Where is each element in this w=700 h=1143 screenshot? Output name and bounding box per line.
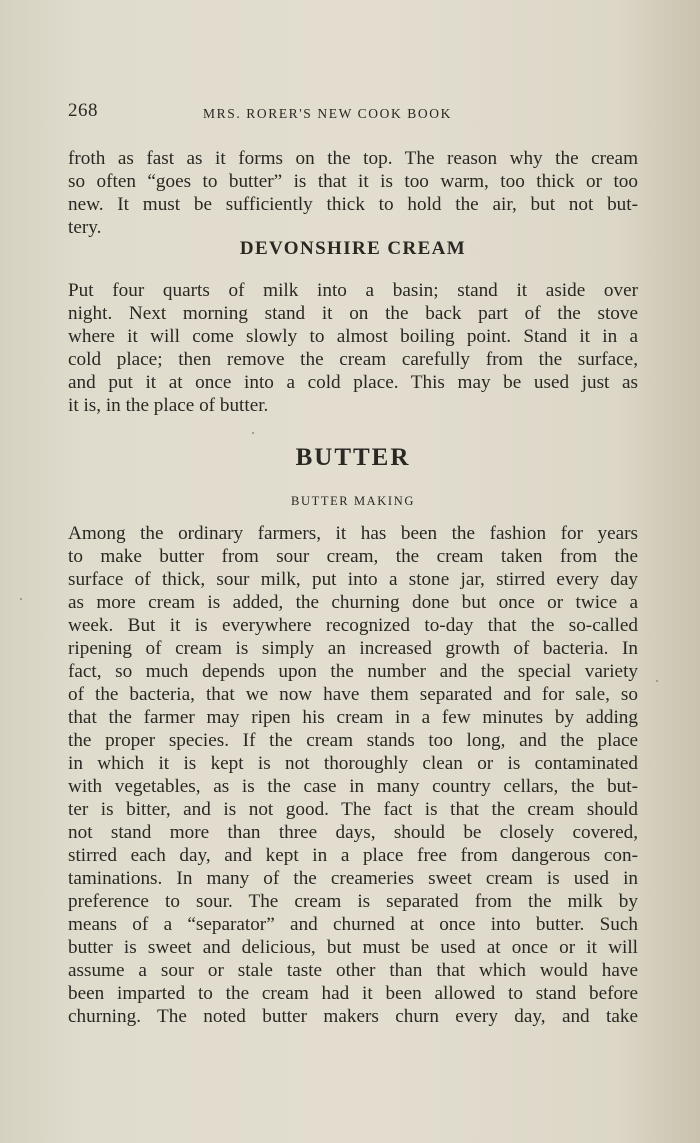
paper-speck bbox=[252, 432, 254, 434]
text-line: means of a “separator” and churned at once into butter. Such bbox=[68, 914, 638, 935]
text-line: to make butter from sour cream, the cream taken from the bbox=[68, 546, 638, 567]
text-line: in which it is kept is not thoroughly clean or is contaminated bbox=[68, 753, 638, 774]
text-line: cold place; then remove the cream carefully from the surface, bbox=[68, 349, 638, 370]
text-line: been imparted to the cream had it been allowed to stand before bbox=[68, 983, 638, 1004]
text-line: Put four quarts of milk into a basin; stand it aside over bbox=[68, 280, 638, 301]
text-line: that the farmer may ripen his cream in a few minutes by adding bbox=[68, 707, 638, 728]
page-number: 268 bbox=[68, 100, 98, 121]
text-line: stirred each day, and kept in a place free from dangerous con- bbox=[68, 845, 638, 866]
paper-speck bbox=[656, 680, 658, 682]
text-line: preference to sour. The cream is separated from the milk by bbox=[68, 891, 638, 912]
text-line: surface of thick, sour milk, put into a stone jar, stirred every day bbox=[68, 569, 638, 590]
text-line: it is, in the place of butter. bbox=[68, 395, 269, 416]
text-line: fact, so much depends upon the number and the special variety bbox=[68, 661, 638, 682]
text-line: taminations. In many of the creameries sweet cream is used in bbox=[68, 868, 638, 889]
text-line: Among the ordinary farmers, it has been the fashion for years bbox=[68, 523, 638, 544]
running-head bbox=[68, 100, 638, 126]
text-line: butter is sweet and delicious, but must be used at once or it will bbox=[68, 937, 638, 958]
text-line: the proper species. If the cream stands too long, and the place bbox=[68, 730, 638, 751]
text-line: where it will come slowly to almost boiling point. Stand it in a bbox=[68, 326, 638, 347]
text-line: assume a sour or stale taste other than that which would have bbox=[68, 960, 638, 981]
text-line: tery. bbox=[68, 217, 102, 238]
paragraph-butter-making bbox=[68, 522, 638, 1028]
text-line: so often “goes to butter” is that it is too warm, too thick or too bbox=[68, 171, 638, 192]
text-line: of the bacteria, that we now have them separated and for sale, so bbox=[68, 684, 638, 705]
text-line: as more cream is added, the churning done but once or twice a bbox=[68, 592, 638, 613]
text-line: not stand more than three days, should be closely covered, bbox=[68, 822, 638, 843]
text-line: and put it at once into a cold place. This may be used just as bbox=[68, 372, 638, 393]
text-line: ripening of cream is simply an increased growth of bacteria. In bbox=[68, 638, 638, 659]
text-line: froth as fast as it forms on the top. The reason why the cream bbox=[68, 148, 638, 169]
text-line: night. Next morning stand it on the back part of the stove bbox=[68, 303, 638, 324]
running-title: MRS. RORER'S NEW COOK BOOK bbox=[203, 106, 452, 121]
paper-speck bbox=[20, 598, 22, 600]
text-line: churning. The noted butter makers churn every day, and take bbox=[68, 1006, 638, 1027]
text-line: week. But it is everywhere recognized to-day that the so-called bbox=[68, 615, 638, 636]
subheading-butter-making: BUTTER MAKING bbox=[291, 494, 415, 508]
heading-butter: BUTTER bbox=[295, 444, 411, 471]
heading-devonshire-cream: DEVONSHIRE CREAM bbox=[239, 238, 467, 259]
text-line: new. It must be sufficiently thick to hold the air, but not but- bbox=[68, 194, 638, 215]
text-line: with vegetables, as is the case in many country cellars, the but- bbox=[68, 776, 638, 797]
text-line: ter is bitter, and is not good. The fact is that the cream should bbox=[68, 799, 638, 820]
paragraph-froth bbox=[68, 147, 638, 239]
paragraph-devonshire bbox=[68, 279, 638, 417]
